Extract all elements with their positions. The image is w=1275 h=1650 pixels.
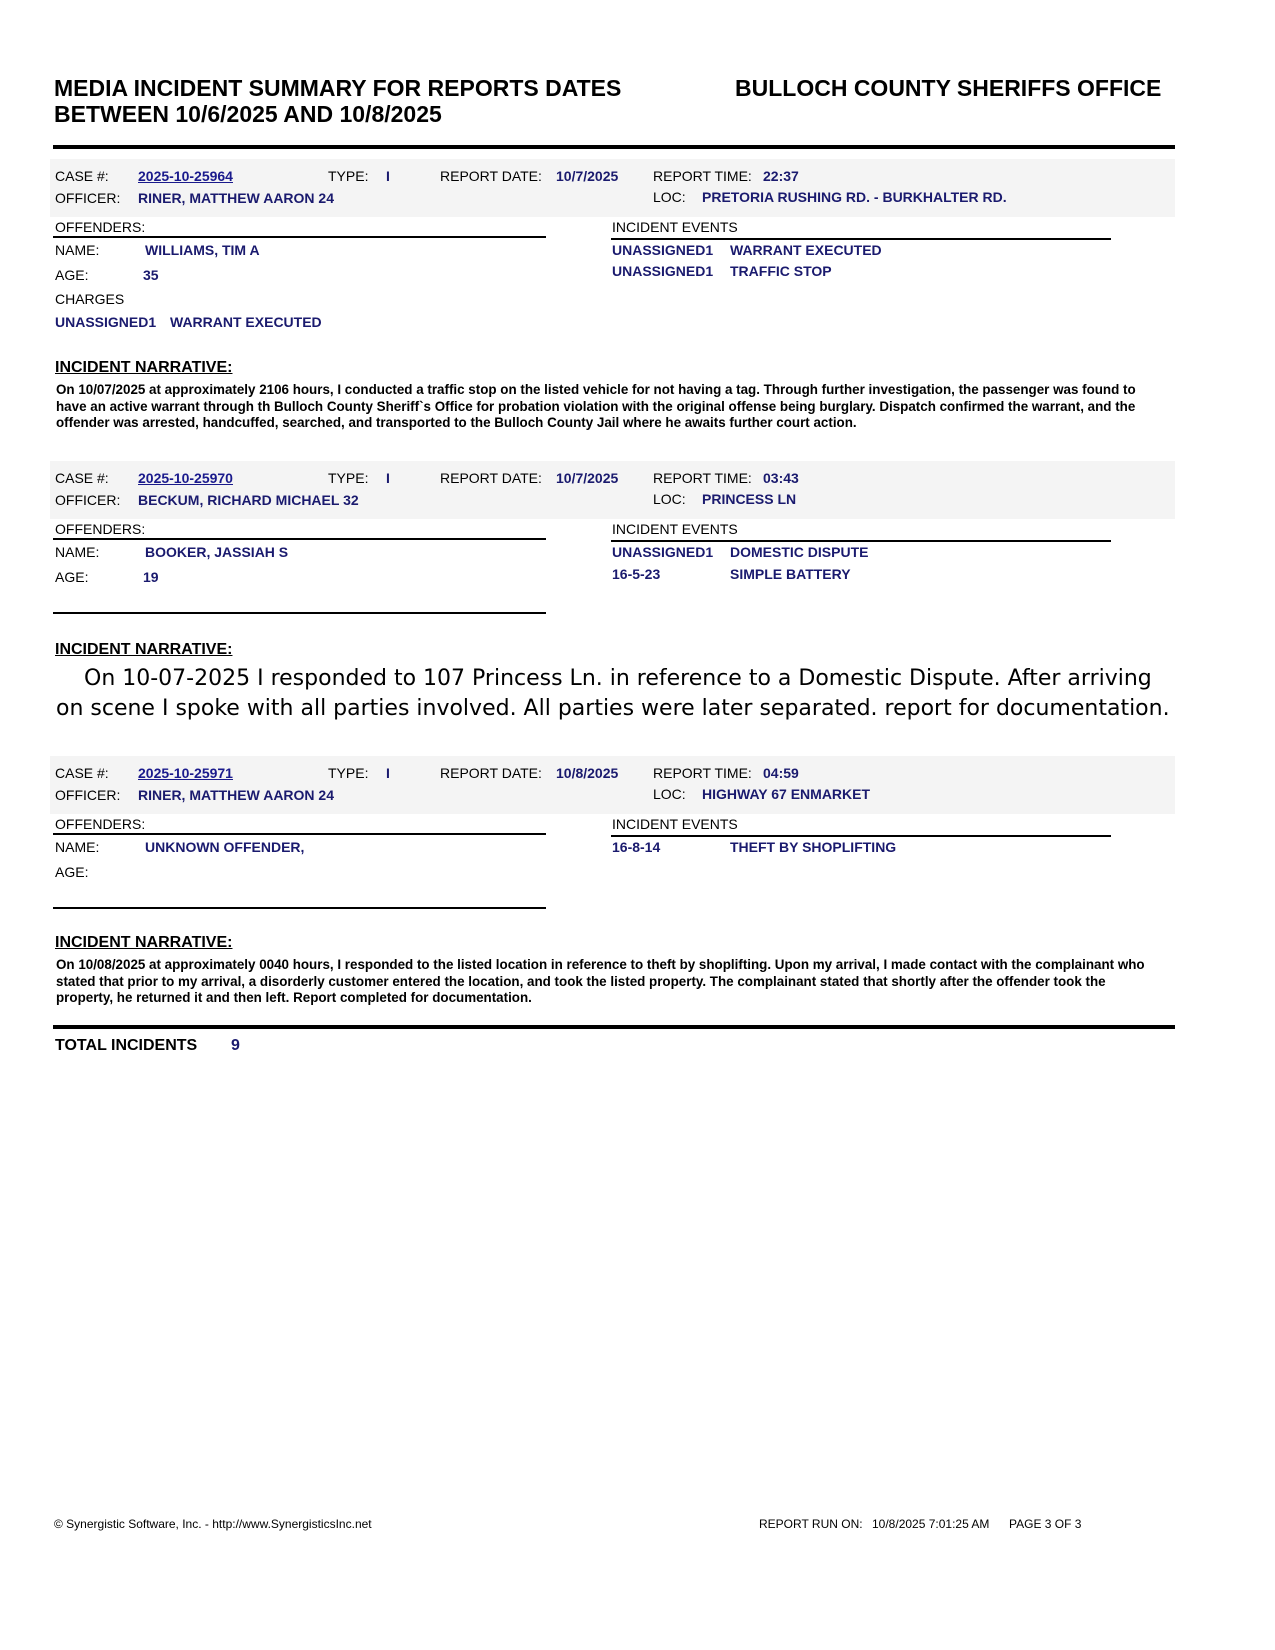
loc-label: LOC: — [653, 189, 686, 205]
report-date-value: 10/7/2025 — [556, 168, 619, 184]
officer-value: RINER, MATTHEW AARON 24 — [138, 787, 334, 803]
charge-desc: WARRANT EXECUTED — [170, 314, 322, 330]
offenders-label: OFFENDERS: — [55, 219, 146, 235]
offenders-bottom-divider — [53, 612, 546, 614]
report-time-value: 04:59 — [763, 765, 799, 781]
type-value: I — [386, 765, 390, 781]
copyright-footer: © Synergistic Software, Inc. - http://www.SynergisticsInc.net — [54, 1517, 372, 1531]
event-desc: TRAFFIC STOP — [730, 263, 832, 279]
type-value: I — [386, 470, 390, 486]
officer-label: OFFICER: — [55, 787, 121, 803]
offenders-divider — [53, 538, 546, 540]
report-time-label: REPORT TIME: — [653, 168, 752, 184]
event-code: 16-8-14 — [612, 839, 661, 855]
narrative-text: On 10-07-2025 I responded to 107 Princess Ln. in reference to a Domestic Dispute. After arriving on scene I spoke with all parties involved. All parties were later separated. report for documentation. — [56, 666, 1170, 721]
report-date-value: 10/8/2025 — [556, 765, 619, 781]
narrative-heading: INCIDENT NARRATIVE: — [55, 359, 233, 376]
charges-label: CHARGES — [55, 291, 125, 307]
report-time-label: REPORT TIME: — [653, 470, 752, 486]
type-label: TYPE: — [328, 168, 369, 184]
loc-value: HIGHWAY 67 ENMARKET — [702, 786, 871, 802]
event-code: UNASSIGNED1 — [612, 263, 714, 279]
officer-label: OFFICER: — [55, 492, 121, 508]
event-desc: THEFT BY SHOPLIFTING — [730, 839, 897, 855]
narrative-heading: INCIDENT NARRATIVE: — [55, 641, 233, 658]
case-label: CASE #: — [55, 470, 109, 486]
offenders-divider — [53, 236, 546, 238]
loc-label: LOC: — [653, 786, 686, 802]
age-label: AGE: — [55, 267, 89, 283]
report-run-label: REPORT RUN ON: — [759, 1517, 863, 1531]
age-label: AGE: — [55, 864, 89, 880]
report-time-value: 22:37 — [763, 168, 799, 184]
loc-value: PRINCESS LN — [702, 491, 797, 507]
type-label: TYPE: — [328, 470, 369, 486]
totals-divider — [53, 1025, 1175, 1029]
loc-label: LOC: — [653, 491, 686, 507]
report-date-label: REPORT DATE: — [440, 470, 542, 486]
offender-age: 35 — [143, 267, 159, 283]
incident-events-label: INCIDENT EVENTS — [612, 521, 738, 537]
event-desc: WARRANT EXECUTED — [730, 242, 882, 258]
charge-code: UNASSIGNED1 — [55, 314, 157, 330]
event-desc: SIMPLE BATTERY — [730, 566, 851, 582]
name-label: NAME: — [55, 242, 100, 258]
case-number-link[interactable]: 2025-10-25964 — [138, 168, 233, 184]
page-number: PAGE 3 OF 3 — [1009, 1517, 1082, 1531]
offenders-bottom-divider — [53, 907, 546, 909]
total-incidents-value: 9 — [231, 1037, 240, 1054]
report-time-label: REPORT TIME: — [653, 765, 752, 781]
officer-label: OFFICER: — [55, 190, 121, 206]
report-title-line1: MEDIA INCIDENT SUMMARY FOR REPORTS DATES — [54, 75, 622, 101]
event-desc: DOMESTIC DISPUTE — [730, 544, 869, 560]
case-label: CASE #: — [55, 765, 109, 781]
narrative-heading: INCIDENT NARRATIVE: — [55, 934, 233, 951]
narrative-text: On 10/07/2025 at approximately 2106 hours, I conducted a traffic stop on the listed vehicle for not having a tag. Through further investigation, the passenger was found to have an active warrant through th Bulloch County Sheriff`s Office for probation violation with the original offense being burglary. Dispatch confirmed the warrant, and the offender was arrested, handcuffed, searched, and transported to the Bulloch County Jail where he awaits further court action. — [56, 382, 1136, 430]
event-code: UNASSIGNED1 — [612, 544, 714, 560]
type-value: I — [386, 168, 390, 184]
report-title — [54, 75, 621, 127]
offender-name: BOOKER, JASSIAH S — [145, 544, 289, 560]
case-number-link[interactable]: 2025-10-25971 — [138, 765, 233, 781]
report-time-value: 03:43 — [763, 470, 799, 486]
events-divider — [611, 540, 1111, 542]
type-label: TYPE: — [328, 765, 369, 781]
event-code: 16-5-23 — [612, 566, 661, 582]
offender-name: WILLIAMS, TIM A — [145, 242, 260, 258]
incident-events-label: INCIDENT EVENTS — [612, 816, 738, 832]
narrative-text: On 10/08/2025 at approximately 0040 hours, I responded to the listed location in reference to theft by shoplifting. Upon my arrival, I made contact with the complainant who stated that prior to my arrival, a disorderly customer entered the location, and took the listed property. The complainant stated that shortly after the offender took the property, he returned it and then left. Report completed for documentation. — [56, 957, 1145, 1005]
age-label: AGE: — [55, 569, 89, 585]
report-title-line2: BETWEEN 10/6/2025 AND 10/8/2025 — [54, 101, 442, 127]
offenders-label: OFFENDERS: — [55, 521, 146, 537]
offenders-divider — [53, 833, 546, 835]
offenders-label: OFFENDERS: — [55, 816, 146, 832]
report-date-label: REPORT DATE: — [440, 168, 542, 184]
name-label: NAME: — [55, 544, 100, 560]
header-divider — [53, 145, 1175, 149]
offender-age: 19 — [143, 569, 159, 585]
total-incidents-label: TOTAL INCIDENTS — [55, 1037, 198, 1054]
agency-name: BULLOCH COUNTY SHERIFFS OFFICE — [735, 75, 1162, 101]
events-divider — [611, 835, 1111, 837]
incident-events-label: INCIDENT EVENTS — [612, 219, 738, 235]
case-label: CASE #: — [55, 168, 109, 184]
report-run-value: 10/8/2025 7:01:25 AM — [872, 1517, 990, 1531]
case-number-link[interactable]: 2025-10-25970 — [138, 470, 233, 486]
events-divider — [611, 238, 1111, 240]
name-label: NAME: — [55, 839, 100, 855]
loc-value: PRETORIA RUSHING RD. - BURKHALTER RD. — [702, 189, 1007, 205]
officer-value: BECKUM, RICHARD MICHAEL 32 — [138, 492, 359, 508]
report-date-value: 10/7/2025 — [556, 470, 619, 486]
offender-name: UNKNOWN OFFENDER, — [145, 839, 305, 855]
officer-value: RINER, MATTHEW AARON 24 — [138, 190, 334, 206]
event-code: UNASSIGNED1 — [612, 242, 714, 258]
report-date-label: REPORT DATE: — [440, 765, 542, 781]
